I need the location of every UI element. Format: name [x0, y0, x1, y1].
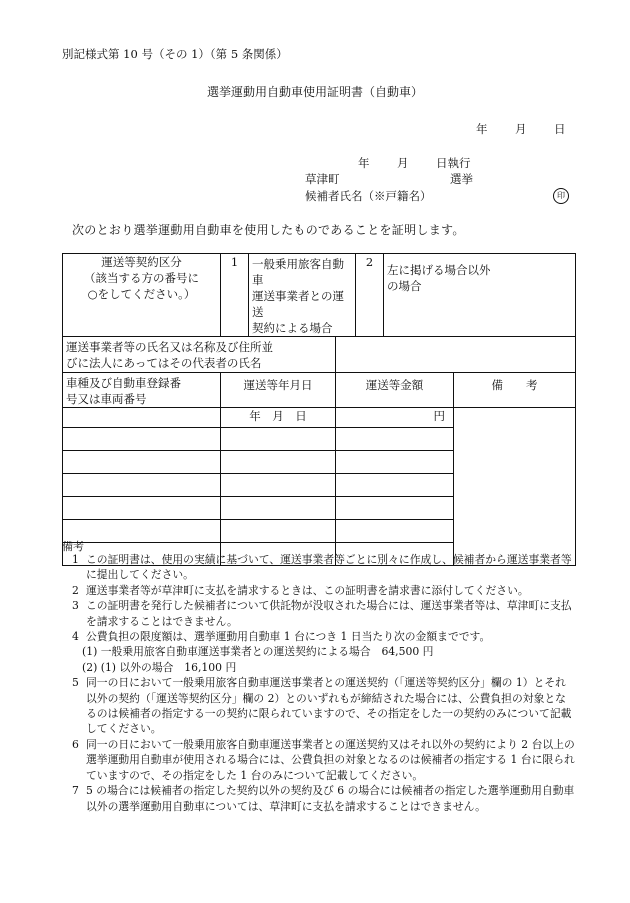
vehicle-cell[interactable]	[63, 408, 221, 428]
date-cell[interactable]: 年 月 日	[221, 408, 336, 428]
note-item: 1 この証明書は、使用の実績に基づいて、運送事業者等ごとに別々に作成し、候補者から運送事業者等に提出してください。	[72, 553, 572, 582]
note-item: 7 5 の場合には候補者の指定した契約以外の契約及び 6 の場合には候補者の指定した選挙運動用自動車以外の選挙運動用自動車については、草津町に支払を請求することはできません。	[72, 784, 575, 813]
date-month-label: 月	[515, 122, 527, 136]
date-cell[interactable]	[221, 497, 336, 520]
certification-statement: 次のとおり選挙運動用自動車を使用したものであることを証明します。	[72, 223, 465, 237]
exec-month-label: 月	[397, 156, 409, 170]
option-2-number[interactable]: 2	[356, 254, 384, 337]
usage-table	[62, 253, 576, 566]
document-title: 選挙運動用自動車使用証明書（自動車）	[206, 85, 423, 99]
exec-day-label: 日執行	[436, 156, 471, 170]
option-1-text: 一般乗用旅客自動車 運送事業者との運送 契約による場合	[249, 254, 356, 337]
vehicle-cell[interactable]	[63, 474, 221, 497]
amount-cell[interactable]	[336, 497, 454, 520]
note-item: 2 運送事業者等が草津町に支払を請求するときは、この証明書を請求書に添付してください。	[72, 583, 529, 597]
election-label: 選挙	[450, 172, 473, 186]
note-item: 3 この証明書を発行した候補者について供託物が没収された場合には、運送事業者等は、草津町に支払を請求することはできません。	[72, 599, 572, 628]
amount-column-header: 運送等金額	[336, 373, 454, 408]
vehicle-cell[interactable]	[63, 520, 221, 543]
amount-cell[interactable]	[336, 520, 454, 543]
sub-note-item: (2) (1) 以外の場合 16,100 円	[82, 660, 237, 674]
notes-header: 備考	[62, 540, 84, 553]
amount-cell[interactable]	[336, 474, 454, 497]
date-year-label: 年	[476, 122, 488, 136]
vehicle-column-header: 車種及び自動車登録番 号又は車両番号	[63, 373, 221, 408]
date-cell[interactable]	[221, 474, 336, 497]
note-item: 4 公費負担の限度額は、選挙運動用自動車 1 台につき 1 日当たり次の金額までです。	[72, 630, 491, 644]
sub-note-item: (1) 一般乗用旅客自動車運送事業者との運送契約による場合 64,500 円	[82, 645, 434, 659]
amount-cell[interactable]	[336, 451, 454, 474]
candidate-name-label: 候補者氏名（※戸籍名）	[305, 189, 432, 203]
operator-label: 運送事業者等の氏名又は名称及び住所並 びに法人にあってはその代表者の氏名	[63, 337, 336, 373]
form-code: 別記様式第 10 号（その 1）（第 5 条関係）	[62, 47, 288, 61]
date-column-header: 運送等年月日	[221, 373, 336, 408]
exec-year-label: 年	[358, 156, 370, 170]
amount-cell[interactable]	[336, 428, 454, 451]
date-cell[interactable]	[221, 428, 336, 451]
operator-field[interactable]	[336, 337, 576, 373]
amount-cell[interactable]: 円	[336, 408, 454, 428]
date-day-label: 日	[554, 122, 566, 136]
note-item: 5 同一の日において一般乗用旅客自動車運送事業者との運送契約（「運送等契約区分」欄の 1）とそれ以外の契約（「運送等契約区分」欄の 2）とのいずれもが締結された場合には、公費負担の対象となるのは候補者の指定する一の契約に限られていますので、その指定をした一の契約のみについて記載してください。	[72, 676, 572, 736]
vehicle-cell[interactable]	[63, 497, 221, 520]
vehicle-cell[interactable]	[63, 451, 221, 474]
vehicle-cell[interactable]	[63, 428, 221, 451]
contract-type-label: 運送等契約区分 （該当する方の番号に ○をしてください。）	[63, 254, 221, 337]
notes-list	[62, 552, 575, 814]
remarks-cell[interactable]	[454, 408, 576, 566]
seal-mark: 印	[553, 188, 569, 204]
date-cell[interactable]	[221, 520, 336, 543]
date-cell[interactable]	[221, 451, 336, 474]
note-item: 6 同一の日において一般乗用旅客自動車運送事業者との運送契約又はそれ以外の契約により 2 台以上の選挙運動用自動車が使用される場合には、公費負担の対象となるのは候補者の指定する 1 台に限られていますので、その指定をした 1 台のみについて記載してください。	[72, 737, 575, 782]
option-2-text: 左に掲げる場合以外 の場合	[384, 254, 576, 337]
remarks-column-header: 備 考	[454, 373, 576, 408]
option-1-number[interactable]: 1	[221, 254, 249, 337]
town-name: 草津町	[305, 172, 340, 186]
